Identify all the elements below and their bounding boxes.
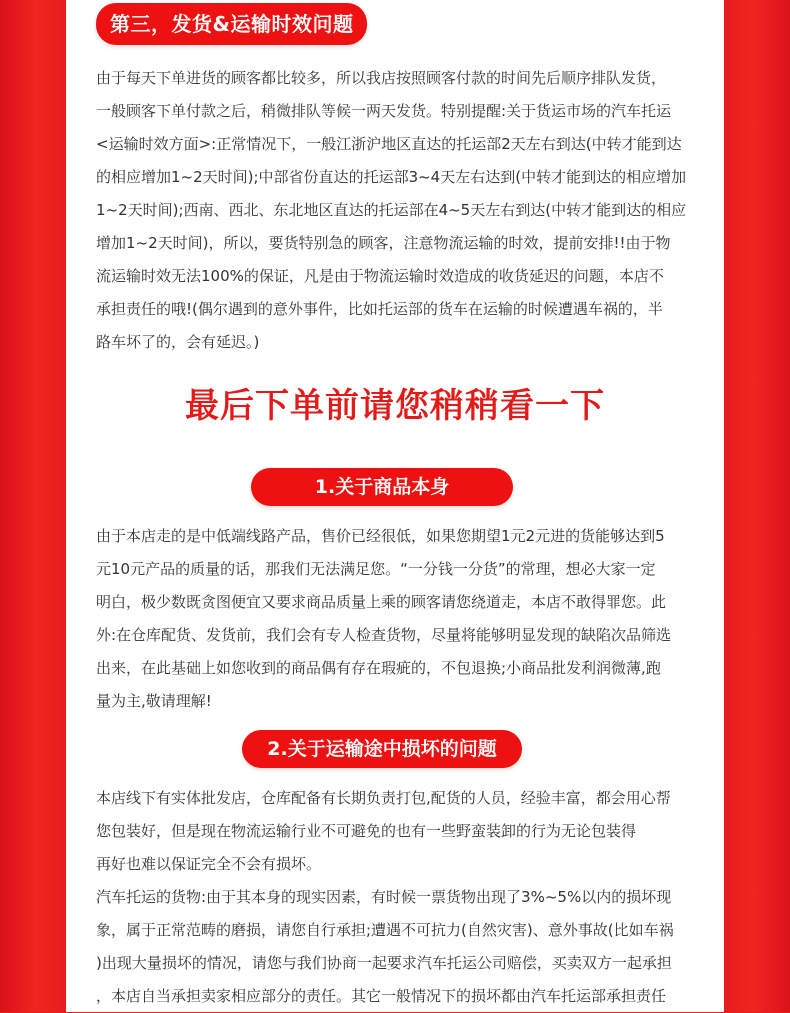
text-line: 再好也难以保证完全不会有损坏。 [96, 855, 322, 873]
text-line: 象，属于正常范畴的磨损，请您自行承担;遭遇不可抗力(自然灾害)、意外事故(比如车祸 [96, 921, 674, 939]
text-line: 您包装好，但是现在物流运输行业不可避免的也有一些野蛮装卸的行为无论包装得 [96, 822, 637, 840]
text-line: 由于每天下单进货的顾客都比较多，所以我店按照顾客付款的时间先后顺序排队发货， [96, 69, 667, 87]
text-line: 汽车托运的货物:由于其本身的现实因素，有时候一票货物出现了3%~5%以内的损坏现 [96, 888, 672, 906]
text-line: 外:在仓库配货、发货前，我们会有专人检查货物，尽量将能够明显发现的缺陷次品筛选 [96, 626, 672, 644]
text-line: 流运输时效无法100%的保证，凡是由于物流运输时效造成的收货延迟的问题，本店不 [96, 267, 664, 285]
text-line: 的相应增加1~2天时间);中部省份直达的托运部3~4天左右达到(中转才能到达的相应增加 [96, 168, 687, 186]
main-title: 最后下单前请您稍稍看一下 [185, 386, 605, 426]
text-line: 出来，在此基础上如您收到的商品偶有存在瑕疵的，不包退换;小商品批发利润微薄,跑 [96, 659, 661, 677]
section3-body [96, 62, 700, 359]
section3-heading: 第三，发货&运输时效问题 [96, 3, 367, 45]
text-line: 元10元产品的质量的话，那我们无法满足您。“一分钱一分货”的常理，想必大家一定 [96, 560, 656, 578]
item1-heading: 1.关于商品本身 [251, 468, 513, 506]
text-line: )出现大量损坏的情况，请您与我们协商一起要求汽车托运公司赔偿，买卖双方一起承担 [96, 954, 672, 972]
item2-heading: 2.关于运输途中损坏的问题 [242, 730, 522, 768]
item2-body [96, 782, 700, 1013]
text-line: 增加1~2天时间)，所以，要货特别急的顾客，注意物流运输的时效，提前安排!!由于物 [96, 234, 671, 252]
text-line: 明白，极少数既贪图便宜又要求商品质量上乘的顾客请您绕道走，本店不敢得罪您。此 [96, 593, 667, 611]
text-line: 一般顾客下单付款之后，稍微排队等候一两天发货。特别提醒:关于货运市场的汽车托运 [96, 102, 672, 120]
text-line: 路车坏了的，会有延迟。) [96, 333, 260, 351]
text-line: ，本店自当承担卖家相应部分的责任。其它一般情况下的损坏都由汽车托运部承担责任 [96, 987, 667, 1005]
text-line: 由于本店走的是中低端线路产品，售价已经很低，如果您期望1元2元进的货能够达到5 [96, 527, 665, 545]
text-line: <运输时效方面>:正常情况下，一般江浙沪地区直达的托运部2天左右到达(中转才能到达 [96, 135, 682, 153]
text-line: 1~2天时间);西南、西北、东北地区直达的托运部在4~5天左右到达(中转才能到达的相应 [96, 201, 687, 219]
text-line: 量为主,敬请理解! [96, 692, 212, 710]
item1-body [96, 520, 700, 718]
text-line: 承担责任的哦!(偶尔遇到的意外事件，比如托运部的货车在运输的时候遭遇车祸的，半 [96, 300, 663, 318]
text-line: 本店线下有实体批发店，仓库配备有长期负责打包,配货的人员，经验丰富，都会用心帮 [96, 789, 671, 807]
